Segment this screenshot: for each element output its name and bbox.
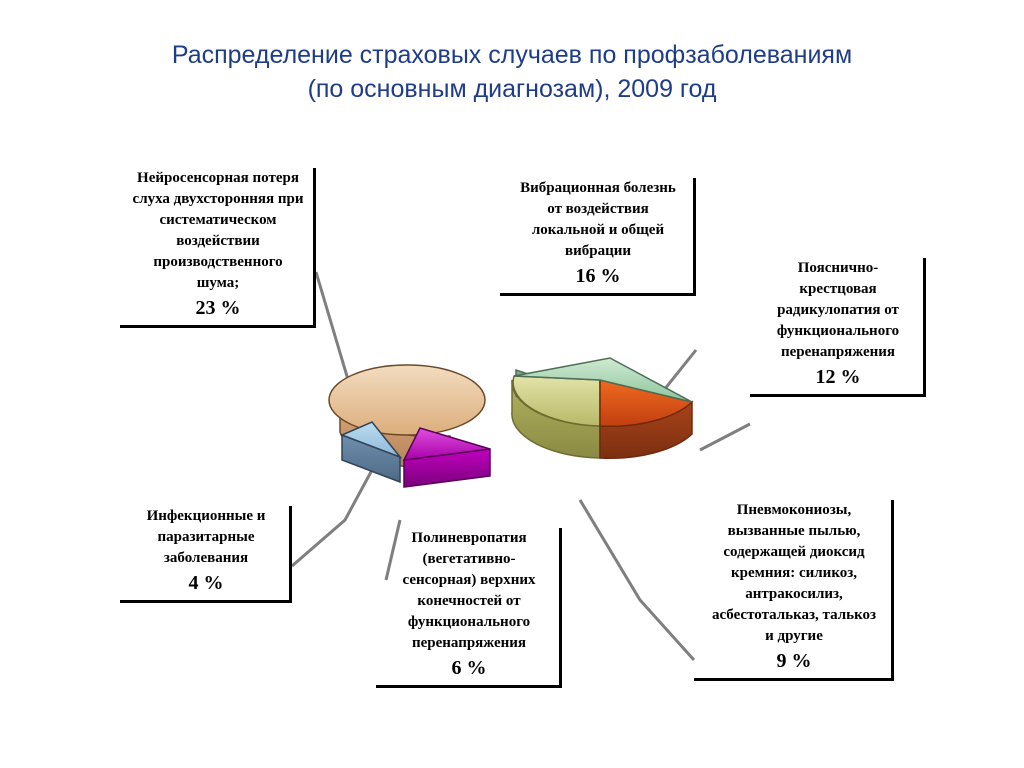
callout-pneumo	[694, 500, 894, 681]
callout-infect-percent: 4 %	[188, 572, 224, 594]
callout-hearing-text: Нейросенсорная потеря слуха двухсторонняя при систематическом воздействии производственного шума;	[132, 170, 304, 291]
callout-infect	[120, 506, 292, 603]
callout-poly	[376, 528, 562, 688]
callout-pneumo-percent: 9 %	[776, 650, 812, 672]
callout-vibration-text: Вибрационная болезнь от воздействия локальной и общей вибрации	[520, 180, 676, 259]
callout-lumbar-text: Пояснично-крестцовая радикулопатия от функционального перенапряжения	[776, 260, 900, 360]
pie-chart	[300, 340, 730, 540]
callout-vibration-percent: 16 %	[575, 265, 621, 287]
callout-vibration	[500, 178, 696, 296]
callout-poly-text: Полиневропатия (вегетативно-сенсорная) верхних конечностей от функционального перенапряжения	[402, 530, 536, 651]
callout-lumbar-percent: 12 %	[815, 366, 861, 388]
callout-hearing	[120, 168, 316, 328]
slice-hearing-top	[329, 365, 485, 435]
callout-hearing-percent: 23 %	[195, 297, 241, 319]
callout-infect-text: Инфекционные и паразитарные заболевания	[146, 508, 266, 566]
callout-lumbar	[750, 258, 926, 397]
callout-poly-percent: 6 %	[451, 657, 487, 679]
title-line-2: (по основным диагнозам), 2009 год	[307, 75, 717, 103]
callout-pneumo-text: Пневмокониозы, вызванные пылью, содержащей диоксид кремния: силикоз, антракосилиз, асбестотальказ, талькоз и другие	[711, 502, 877, 644]
title-line-1: Распределение страховых случаев по профзаболеваниям	[171, 41, 853, 69]
